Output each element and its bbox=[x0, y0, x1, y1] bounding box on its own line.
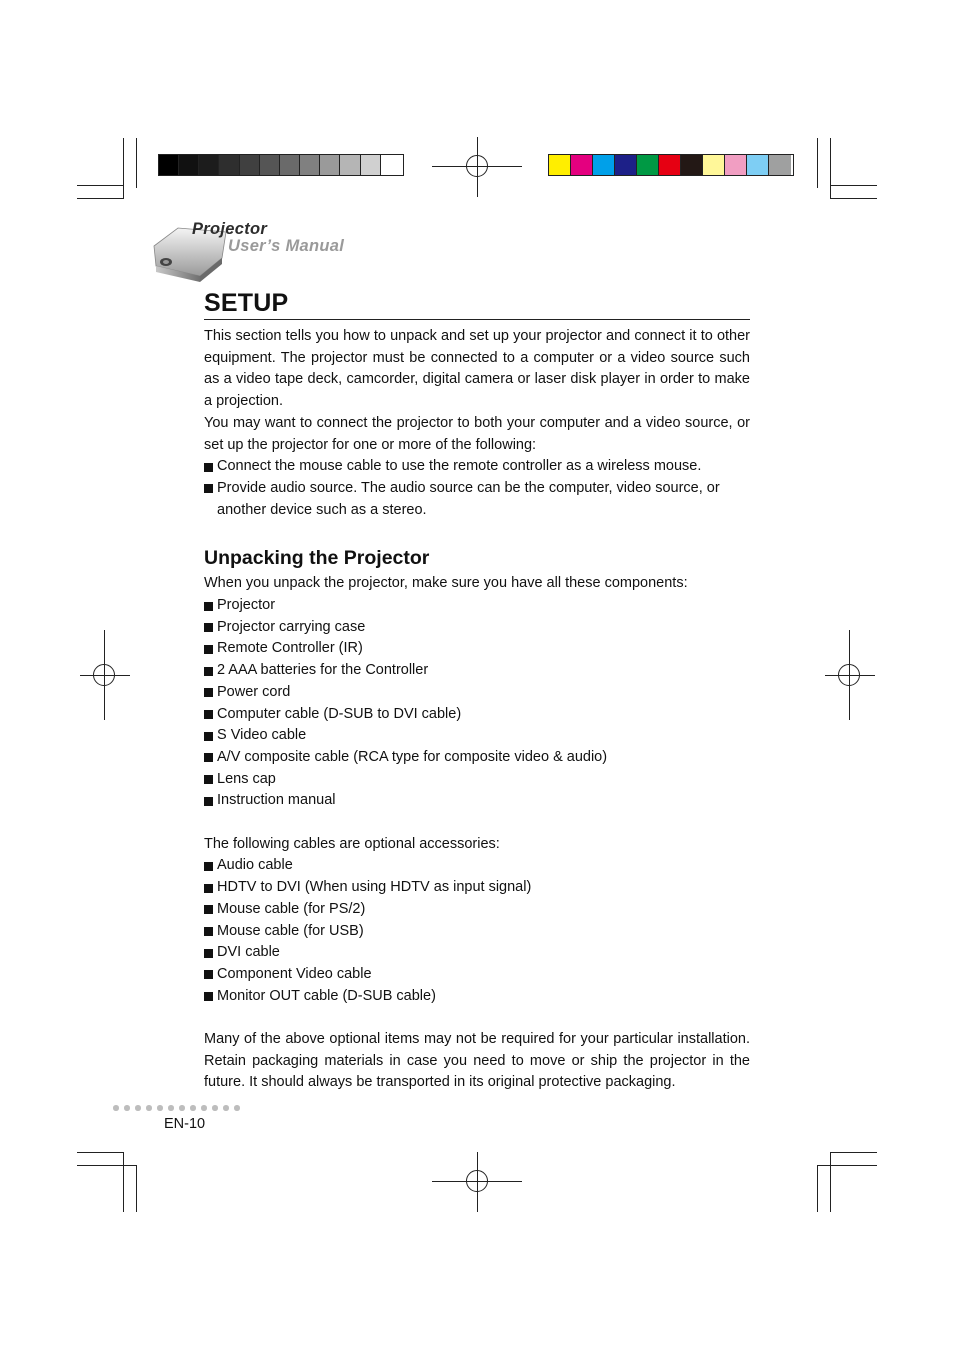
color-swatch bbox=[219, 155, 239, 175]
color-swatch bbox=[260, 155, 280, 175]
list-item: Projector bbox=[204, 595, 750, 617]
color-swatch bbox=[615, 155, 637, 175]
closing-paragraph: Many of the above optional items may not be required for your particular installation. Retain packaging materials in case you need to move or ship the projector in the future. It should always be transported in its original protective packaging. bbox=[204, 1031, 750, 1091]
intro-paragraph: This section tells you how to unpack and set up your projector and connect it to other equipment. The projector must be connected to a computer or a video source such as a video tape deck, camcorder, digital camera or laser disk player in order to make a projection. bbox=[204, 328, 750, 410]
color-swatch bbox=[179, 155, 199, 175]
footer-dots bbox=[113, 1105, 240, 1111]
list-item: DVI cable bbox=[204, 942, 750, 964]
list-item: Mouse cable (for USB) bbox=[204, 921, 750, 943]
optional-lead: The following cables are optional accessories: bbox=[204, 835, 500, 852]
color-swatch bbox=[703, 155, 725, 175]
intro-paragraph: You may want to connect the projector to both your computer and a video source, or set up the projector for one or more of the following: bbox=[204, 414, 750, 453]
color-swatch bbox=[549, 155, 571, 175]
bullet-square-icon bbox=[204, 884, 213, 893]
list-item: Power cord bbox=[204, 682, 750, 704]
bullet-square-icon bbox=[204, 710, 213, 719]
crop-mark bbox=[123, 138, 124, 198]
color-swatch bbox=[300, 155, 320, 175]
logo-title: Projector bbox=[192, 220, 268, 238]
subsection-title: Unpacking the Projector bbox=[204, 547, 430, 570]
bullet-square-icon bbox=[204, 797, 213, 806]
crop-mark bbox=[830, 198, 877, 199]
bullet-square-icon bbox=[204, 645, 213, 654]
list-item: Instruction manual bbox=[204, 790, 750, 812]
crop-mark bbox=[830, 185, 877, 186]
list-item: Monitor OUT cable (D-SUB cable) bbox=[204, 986, 750, 1008]
crop-mark bbox=[77, 198, 124, 199]
components-lead: When you unpack the projector, make sure you have all these components: bbox=[204, 575, 688, 592]
bullet-square-icon bbox=[204, 970, 213, 979]
section-title: SETUP bbox=[204, 288, 750, 320]
color-swatch bbox=[725, 155, 747, 175]
bullet-square-icon bbox=[204, 949, 213, 958]
options-list bbox=[204, 456, 750, 521]
bullet-square-icon bbox=[204, 992, 213, 1001]
list-item: 2 AAA batteries for the Controller bbox=[204, 660, 750, 682]
color-swatch bbox=[769, 155, 791, 175]
gray-swatch-bar bbox=[158, 154, 404, 176]
crop-mark bbox=[77, 1152, 124, 1153]
bullet-square-icon bbox=[204, 753, 213, 762]
list-item: A/V composite cable (RCA type for composite video & audio) bbox=[204, 747, 750, 769]
color-swatch-bar bbox=[548, 154, 794, 176]
crop-mark bbox=[817, 138, 818, 188]
list-item: Connect the mouse cable to use the remote controller as a wireless mouse. bbox=[204, 456, 750, 478]
crop-mark bbox=[123, 1152, 124, 1212]
list-item: Lens cap bbox=[204, 769, 750, 791]
bullet-square-icon bbox=[204, 688, 213, 697]
color-swatch bbox=[381, 155, 401, 175]
crop-mark bbox=[830, 138, 831, 198]
crop-mark bbox=[817, 1165, 818, 1212]
crop-mark bbox=[136, 138, 137, 188]
color-swatch bbox=[659, 155, 681, 175]
registration-mark-left bbox=[80, 630, 130, 720]
bullet-square-icon bbox=[204, 602, 213, 611]
bullet-square-icon bbox=[204, 667, 213, 676]
color-swatch bbox=[593, 155, 615, 175]
page-number: EN-10 bbox=[164, 1116, 206, 1132]
bullet-square-icon bbox=[204, 623, 213, 632]
list-item: S Video cable bbox=[204, 725, 750, 747]
color-swatch bbox=[199, 155, 219, 175]
color-swatch bbox=[747, 155, 769, 175]
bullet-square-icon bbox=[204, 775, 213, 784]
registration-mark-top bbox=[432, 137, 522, 197]
registration-mark-right bbox=[825, 630, 875, 720]
bullet-square-icon bbox=[204, 463, 213, 472]
color-swatch bbox=[159, 155, 179, 175]
color-swatch bbox=[340, 155, 360, 175]
list-item: HDTV to DVI (When using HDTV as input signal) bbox=[204, 877, 750, 899]
crop-mark bbox=[77, 185, 124, 186]
color-swatch bbox=[361, 155, 381, 175]
list-item: Remote Controller (IR) bbox=[204, 638, 750, 660]
logo-subtitle: User’s Manual bbox=[228, 237, 345, 255]
color-swatch bbox=[320, 155, 340, 175]
bullet-square-icon bbox=[204, 927, 213, 936]
crop-mark bbox=[830, 1152, 831, 1212]
color-swatch bbox=[240, 155, 260, 175]
color-swatch bbox=[571, 155, 593, 175]
color-swatch bbox=[280, 155, 300, 175]
list-item: Audio cable bbox=[204, 855, 750, 877]
optional-list bbox=[204, 855, 750, 1007]
crop-mark bbox=[817, 1165, 877, 1166]
manual-logo bbox=[148, 218, 388, 286]
list-item: Component Video cable bbox=[204, 964, 750, 986]
crop-mark bbox=[77, 1165, 137, 1166]
components-list bbox=[204, 595, 750, 812]
list-item: Provide audio source. The audio source can be the computer, video source, or another device such as a stereo. bbox=[204, 478, 750, 521]
list-item: Projector carrying case bbox=[204, 617, 750, 639]
registration-mark-bottom bbox=[432, 1152, 522, 1212]
color-swatch bbox=[637, 155, 659, 175]
bullet-square-icon bbox=[204, 905, 213, 914]
crop-mark bbox=[136, 1165, 137, 1212]
color-swatch bbox=[681, 155, 703, 175]
bullet-square-icon bbox=[204, 732, 213, 741]
list-item: Computer cable (D-SUB to DVI cable) bbox=[204, 704, 750, 726]
list-item: Mouse cable (for PS/2) bbox=[204, 899, 750, 921]
bullet-square-icon bbox=[204, 484, 213, 493]
page-content bbox=[204, 288, 750, 1094]
crop-mark bbox=[830, 1152, 877, 1153]
bullet-square-icon bbox=[204, 862, 213, 871]
